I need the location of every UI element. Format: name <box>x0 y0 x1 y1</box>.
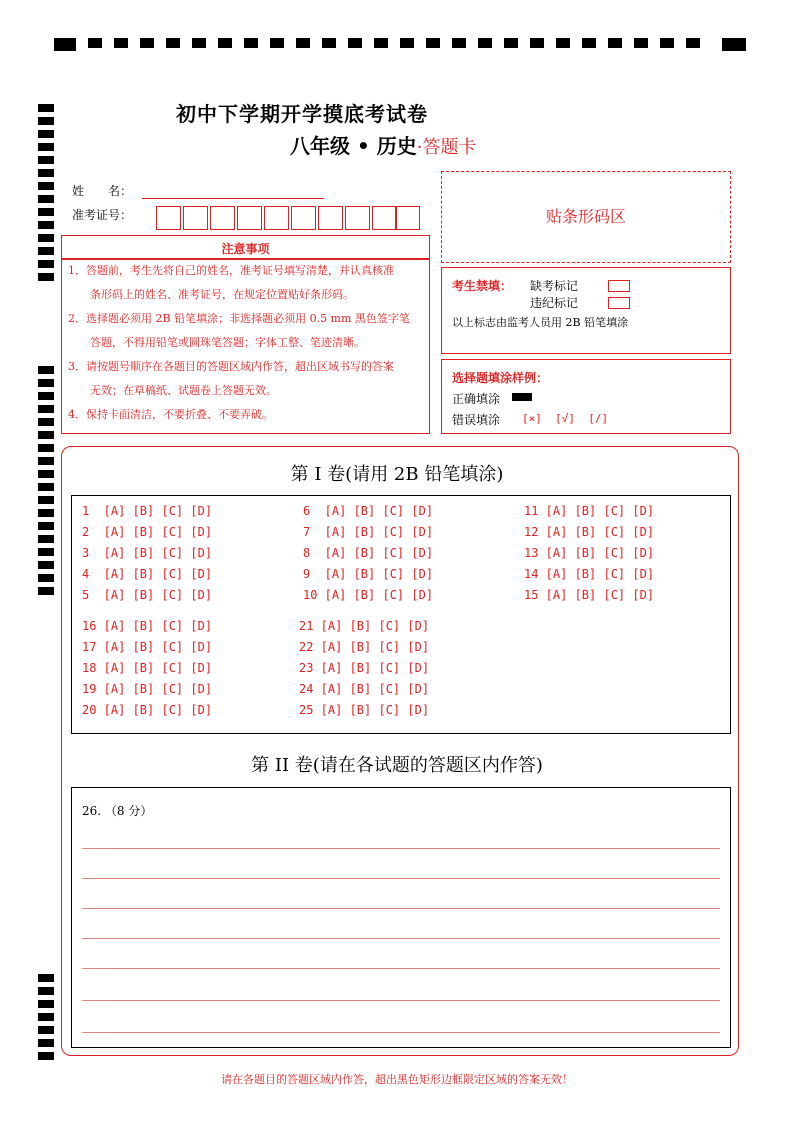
choice-row[interactable]: 10 [A] [B] [C] [D] <box>303 588 434 602</box>
essay-block[interactable] <box>71 787 731 1048</box>
notice-line: 无效；在草稿纸、试题卷上答题无效。 <box>68 384 277 397</box>
timing-mark <box>38 273 54 281</box>
exam-digit-box[interactable] <box>156 206 181 230</box>
forbid-label: 考生禁填： <box>452 279 513 293</box>
notice-line: 3．请按题号顺序在各题目的答题区域内作答，超出区域书写的答案 <box>68 360 394 373</box>
page-subtitle <box>290 130 476 159</box>
wrong-fill-label: 错误填涂 <box>452 413 501 427</box>
timing-mark <box>38 1052 54 1060</box>
choice-block <box>71 495 731 734</box>
timing-mark <box>38 392 54 400</box>
choice-row[interactable]: 9 [A] [B] [C] [D] <box>303 567 434 581</box>
exam-digit-box[interactable] <box>395 206 420 230</box>
part2-title: 第 II 卷(请在各试题的答题区内作答) <box>251 755 543 776</box>
part1-title: 第 I 卷(请用 2B 铅笔填涂) <box>290 464 504 485</box>
choice-row[interactable]: 14 [A] [B] [C] [D] <box>524 567 655 581</box>
choice-row[interactable]: 1 [A] [B] [C] [D] <box>82 504 213 518</box>
choice-row[interactable]: 12 [A] [B] [C] [D] <box>524 525 655 539</box>
notice-box <box>61 259 430 434</box>
violation-label: 违纪标记 <box>530 296 579 310</box>
violation-mark-box[interactable] <box>608 297 630 309</box>
timing-mark <box>38 1026 54 1034</box>
timing-mark <box>38 974 54 982</box>
notice-title-box <box>61 235 430 259</box>
choice-row[interactable]: 11 [A] [B] [C] [D] <box>524 504 655 518</box>
barcode-area <box>441 171 731 263</box>
choice-row[interactable]: 5 [A] [B] [C] [D] <box>82 588 213 602</box>
timing-mark <box>38 1000 54 1008</box>
exam-digit-box[interactable] <box>318 206 343 230</box>
notice-line: 1．答题前，考生先将自己的姓名，准考证号填写清楚，并认真核准 <box>68 264 394 277</box>
wrong-fill-marks: [×] [√] [/] <box>522 412 609 425</box>
timing-mark <box>38 247 54 255</box>
answer-line <box>82 1000 720 1001</box>
timing-mark <box>38 1013 54 1021</box>
choice-row[interactable]: 4 [A] [B] [C] [D] <box>82 567 213 581</box>
answer-line <box>82 1032 720 1033</box>
choice-row[interactable]: 25 [A] [B] [C] [D] <box>299 703 430 717</box>
name-label: 姓 名： <box>72 184 133 198</box>
timing-mark <box>38 130 54 138</box>
timing-mark <box>38 208 54 216</box>
timing-mark <box>38 1039 54 1047</box>
exam-digit-box[interactable] <box>291 206 316 230</box>
answer-line <box>82 908 720 909</box>
notice-line: 答题，不得用铅笔或圆珠笔答题；字体工整、笔迹清晰。 <box>68 336 365 349</box>
answer-line <box>82 848 720 849</box>
choice-row[interactable]: 7 [A] [B] [C] [D] <box>303 525 434 539</box>
choice-row[interactable]: 17 [A] [B] [C] [D] <box>82 640 213 654</box>
timing-mark <box>38 169 54 177</box>
correct-fill-label: 正确填涂 <box>452 392 501 406</box>
choice-row[interactable]: 3 [A] [B] [C] [D] <box>82 546 213 560</box>
choice-row[interactable]: 8 [A] [B] [C] [D] <box>303 546 434 560</box>
choice-row[interactable]: 13 [A] [B] [C] [D] <box>524 546 655 560</box>
exam-digit-box[interactable] <box>372 206 397 230</box>
notice-line: 2．选择题必须用 2B 铅笔填涂；非选择题必须用 0.5 mm 黑色签字笔 <box>68 312 410 325</box>
choice-row[interactable]: 15 [A] [B] [C] [D] <box>524 588 655 602</box>
choice-row[interactable]: 24 [A] [B] [C] [D] <box>299 682 430 696</box>
choice-row[interactable]: 16 [A] [B] [C] [D] <box>82 619 213 633</box>
timing-mark <box>38 405 54 413</box>
timing-mark <box>38 221 54 229</box>
notice-line: 4．保持卡面清洁，不要折叠、不要弄破。 <box>68 408 273 421</box>
exam-digit-box[interactable] <box>237 206 262 230</box>
choice-row[interactable]: 2 [A] [B] [C] [D] <box>82 525 213 539</box>
timing-mark <box>38 522 54 530</box>
name-field[interactable] <box>142 198 324 199</box>
choice-row[interactable]: 22 [A] [B] [C] [D] <box>299 640 430 654</box>
forbid-note: 以上标志由监考人员用 2B 铅笔填涂 <box>452 316 629 329</box>
answer-line <box>82 968 720 969</box>
choice-row[interactable]: 20 [A] [B] [C] [D] <box>82 703 213 717</box>
subtitle-tail: ·答题卡 <box>416 137 477 158</box>
forbid-box <box>441 267 731 354</box>
timing-mark <box>38 418 54 426</box>
page-title: 初中下学期开学摸底考试卷 <box>176 102 428 126</box>
timing-mark <box>38 496 54 504</box>
absent-label: 缺考标记 <box>530 279 579 293</box>
timing-mark <box>38 548 54 556</box>
answer-line <box>82 878 720 879</box>
timing-mark <box>38 260 54 268</box>
sample-title: 选择题填涂样例： <box>452 371 549 385</box>
notice-line: 条形码上的姓名、准考证号，在规定位置贴好条形码。 <box>68 288 354 301</box>
timing-mark <box>38 379 54 387</box>
answer-line <box>82 938 720 939</box>
exam-digit-box[interactable] <box>345 206 370 230</box>
timing-mark <box>38 431 54 439</box>
timing-mark <box>38 509 54 517</box>
timing-mark <box>38 444 54 452</box>
timing-mark <box>38 117 54 125</box>
absent-mark-box[interactable] <box>608 280 630 292</box>
timing-mark <box>38 366 54 374</box>
choice-row[interactable]: 6 [A] [B] [C] [D] <box>303 504 434 518</box>
footer-warning: 请在各题目的答题区域内作答，超出黑色矩形边框限定区域的答案无效！ <box>221 1073 573 1086</box>
timing-mark <box>38 182 54 190</box>
timing-mark <box>38 156 54 164</box>
subtitle-main: 八年级 • 历史 <box>290 134 417 158</box>
sample-box <box>441 359 731 434</box>
notice-title: 注意事项 <box>221 242 270 256</box>
timing-mark <box>38 234 54 242</box>
barcode-label: 贴条形码区 <box>545 207 626 226</box>
choice-row[interactable]: 19 [A] [B] [C] [D] <box>82 682 213 696</box>
choice-row[interactable]: 18 [A] [B] [C] [D] <box>82 661 213 675</box>
timing-mark <box>38 195 54 203</box>
timing-mark <box>38 574 54 582</box>
exam-number-label: 准考证号： <box>72 208 133 222</box>
choice-row[interactable]: 21 [A] [B] [C] [D] <box>299 619 430 633</box>
timing-mark <box>38 143 54 151</box>
timing-mark <box>38 987 54 995</box>
timing-mark <box>38 104 54 112</box>
timing-mark <box>38 587 54 595</box>
timing-mark <box>38 561 54 569</box>
correct-fill-sample <box>512 393 532 401</box>
exam-digit-box[interactable] <box>210 206 235 230</box>
exam-digit-box[interactable] <box>183 206 208 230</box>
choice-row[interactable]: 23 [A] [B] [C] [D] <box>299 661 430 675</box>
question-26-label: 26. （8 分） <box>82 804 153 818</box>
exam-digit-box[interactable] <box>264 206 289 230</box>
timing-mark <box>38 535 54 543</box>
